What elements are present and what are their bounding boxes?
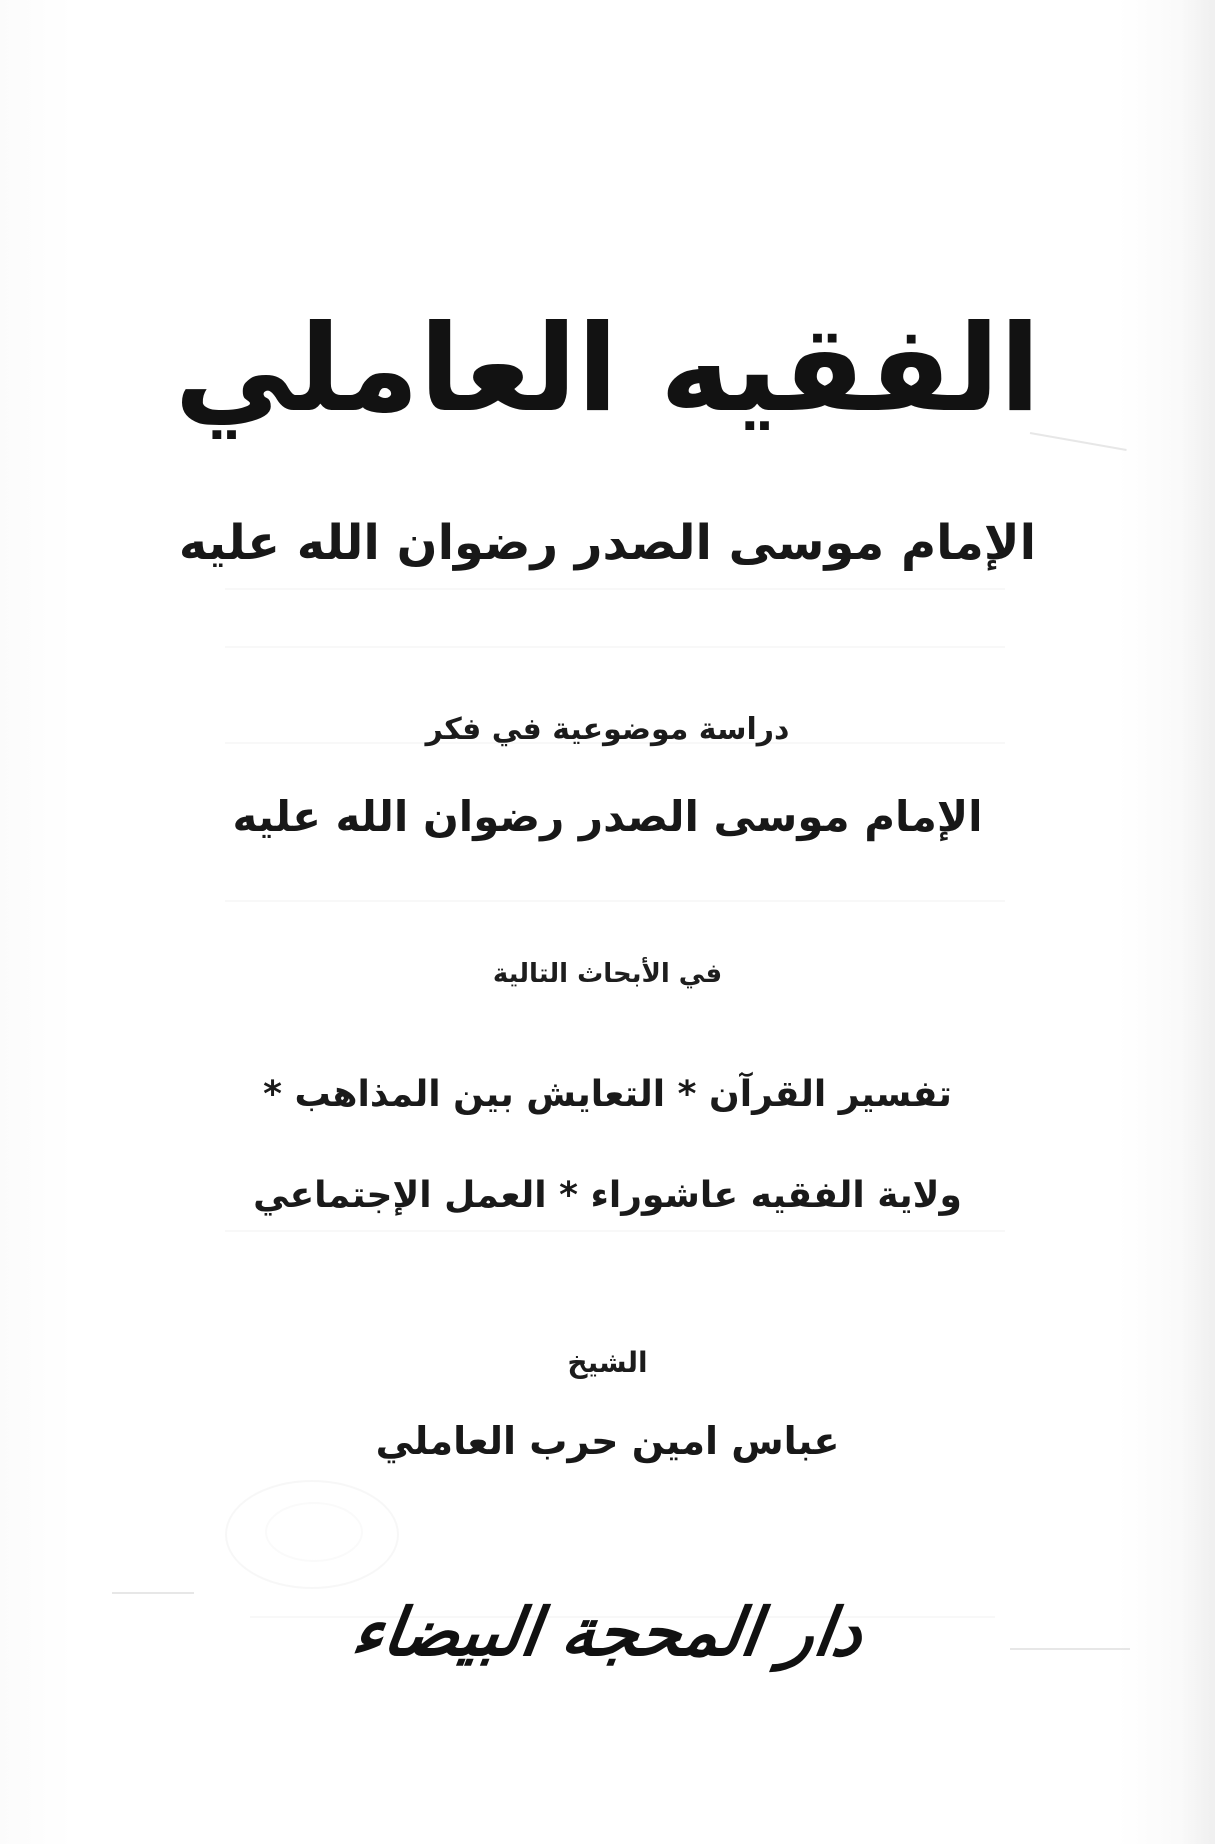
publisher-logo-text: دار المحجة البيضاء [347,1593,868,1671]
show-through-line [225,646,1005,648]
book-title: الفقيه العاملي [174,300,1041,439]
author-name: عباس امين حرب العاملي [375,1419,840,1463]
show-through-seal [225,1480,399,1589]
show-through-line [225,588,1005,590]
show-through-line [225,1230,1005,1232]
topics-line: ولاية الفقيه عاشوراء * العمل الإجتماعي [253,1175,962,1216]
show-through-line [225,900,1005,902]
imam-name: الإمام موسى الصدر رضوان الله عليه [232,792,983,841]
author-label: الشيخ [567,1346,648,1379]
research-label: في الأبحاث التالية [492,959,723,989]
topics-line: تفسير القرآن * التعايش بين المذاهب * [263,1074,952,1115]
book-subtitle: الإمام موسى الصدر رضوان الله عليه [178,515,1037,571]
study-label: دراسة موضوعية في فكر [425,712,790,747]
